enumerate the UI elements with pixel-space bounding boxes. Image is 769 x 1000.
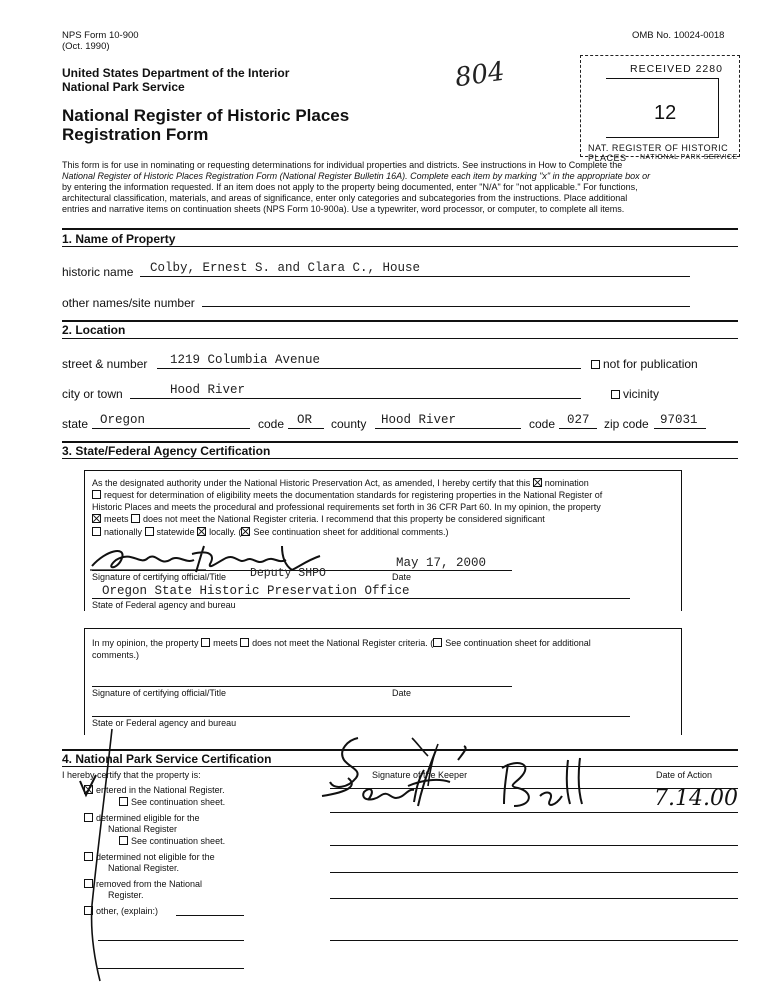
instructions-line-4: architectural classification, materials, and areas of significance, enter only categories and subcategories from the instructions. Place additional (62, 193, 628, 203)
nps-intro: I hereby certify that the property is: (62, 770, 201, 780)
form-title: National Register of Historic Places (62, 106, 350, 125)
entered-continuation-label: See continuation sheet. (131, 797, 226, 807)
section-divider (62, 441, 738, 443)
not-eligible-label: determined not eligible for the (96, 852, 215, 862)
date-of-action-label: Date of Action (656, 770, 713, 780)
section-underline (62, 458, 738, 459)
continuation-checkbox[interactable] (241, 527, 250, 536)
state-code-field[interactable]: OR (297, 413, 313, 427)
opinion-continuation-checkbox[interactable] (433, 638, 442, 647)
keeper-label: Signature of the Keeper (372, 770, 468, 780)
section-3-heading: 3. State/Federal Agency Certification (62, 444, 271, 458)
opinion-line-1 (92, 638, 591, 649)
agency-line (92, 598, 630, 599)
form-subtitle: Registration Form (62, 125, 209, 144)
locally-label: locally. ( (209, 527, 242, 537)
cert-line-1 (92, 478, 589, 489)
county-code-label: code (529, 417, 556, 431)
other-line (176, 915, 244, 916)
opinion-text: In my opinion, the property (92, 638, 199, 648)
keeper-line (330, 872, 738, 873)
signature-2-line (92, 686, 512, 687)
keeper-line (330, 845, 738, 846)
cert-line-4 (92, 514, 545, 525)
entered-continuation-checkbox[interactable] (119, 797, 128, 806)
does-not-meet-label: does not meet the National Register criteria. I recommend that this property be considered significant (143, 514, 545, 524)
opinion-continuation-label: See continuation sheet for additional (445, 638, 591, 648)
keeper-line (330, 940, 738, 941)
keeper-signature (318, 730, 588, 820)
section-1-heading: 1. Name of Property (62, 232, 176, 246)
entered-label: entered in the National Register. (96, 785, 225, 795)
other-label: other, (explain:) (96, 906, 159, 916)
does-not-meet-checkbox[interactable] (131, 514, 140, 523)
stamp-bottom-1: NAT. REGISTER OF HISTORIC PLACES (588, 143, 729, 163)
certification-date-value: May 17, 2000 (396, 556, 487, 570)
state-code-label: code (258, 417, 285, 431)
stamp-received: RECEIVED 2280 (630, 63, 723, 75)
nationally-checkbox[interactable] (92, 527, 101, 536)
section-2-heading: 2. Location (62, 323, 126, 337)
opinion-meets-checkbox[interactable] (201, 638, 210, 647)
instructions-line-1: This form is for use in nominating or requesting determinations for individual properties and districts. See instructions in How to Complete the (62, 160, 623, 170)
nomination-label: nomination (544, 478, 589, 488)
check-mark-icon (78, 725, 118, 985)
continuation-label: See continuation sheet for additional comments.) (253, 527, 449, 537)
county-code-line (559, 428, 597, 429)
cert-line-2 (92, 490, 602, 501)
eligible-continuation-label: See continuation sheet. (131, 836, 226, 846)
cert-line-5 (92, 527, 449, 538)
statewide-label: statewide (156, 527, 195, 537)
county-line (375, 428, 521, 429)
nationally-label: nationally (104, 527, 143, 537)
opinion-line-2: comments.) (92, 650, 140, 660)
historic-name-field[interactable]: Colby, Ernest S. and Clara C., House (150, 261, 421, 275)
not-for-publication[interactable] (591, 357, 698, 371)
zip-label: zip code (604, 417, 649, 431)
street-line (157, 368, 581, 369)
cert-line-2-text: request for determination of eligibility meets the documentation standards for registering properties in the National Register of (104, 490, 603, 500)
option-entered-continuation[interactable] (119, 797, 225, 808)
meets-label: meets (104, 514, 129, 524)
cert-line-3: Historic Places and meets the procedural and professional requirements set forth in 36 CFR Part 60. In my opinion, the property (92, 502, 601, 512)
keeper-line (330, 812, 738, 813)
state-label: state (62, 417, 89, 431)
zip-field[interactable]: 97031 (660, 413, 698, 427)
other-line (98, 968, 244, 969)
city-field[interactable]: Hood River (170, 383, 246, 397)
city-line (130, 398, 581, 399)
agency-2-line (92, 716, 630, 717)
vicinity-checkbox[interactable] (611, 390, 620, 399)
not-for-publication-checkbox[interactable] (591, 360, 600, 369)
county-field[interactable]: Hood River (381, 413, 457, 427)
section-underline (62, 338, 738, 339)
keeper-line (330, 788, 738, 789)
historic-name-label: historic name (62, 265, 134, 279)
agency-2-label: State or Federal agency and bureau (92, 718, 237, 728)
instructions-line-3: by entering the information requested. If an item does not apply to the property being documented, enter "N/A" for "not applicable." For functions, (62, 182, 638, 192)
handwritten-note: 804 (453, 56, 507, 94)
not-eligible-label-2: National Register. (108, 863, 180, 873)
other-names-label: other names/site number (62, 296, 195, 310)
signature-label: Signature of certifying official/Title (92, 572, 227, 582)
section-4-heading: 4. National Park Service Certification (62, 752, 272, 766)
request-checkbox[interactable] (92, 490, 101, 499)
city-label: city or town (62, 387, 123, 401)
stamp-number: 12 (654, 102, 677, 124)
opinion-does-not-meet-label: does not meet the National Register criteria. ( (252, 638, 434, 648)
section-divider (62, 320, 738, 322)
section-underline (62, 246, 738, 247)
not-for-publication-label: not for publication (603, 357, 698, 371)
historic-name-line (140, 276, 690, 277)
eligible-continuation-checkbox[interactable] (119, 836, 128, 845)
service-name: National Park Service (62, 80, 185, 94)
meets-checkbox[interactable] (92, 514, 101, 523)
state-field[interactable]: Oregon (100, 413, 146, 427)
instructions-line-5: entries and narrative items on continuation sheets (NPS Form 10-900a). Use a typewriter, word processor, or computer, to complete all items. (62, 204, 625, 214)
date-2-label: Date (392, 688, 412, 698)
eligible-label: determined eligible for the (96, 813, 200, 823)
nomination-checkbox[interactable] (533, 478, 542, 487)
agency-value: Oregon State Historic Preservation Office (102, 584, 410, 598)
county-label: county (331, 417, 367, 431)
state-code-line (288, 428, 324, 429)
county-code-field[interactable]: 027 (567, 413, 590, 427)
street-field[interactable]: 1219 Columbia Avenue (170, 353, 321, 367)
vicinity-label: vicinity (623, 387, 660, 401)
instructions-line-2: National Register of Historic Places Registration Form (National Register Bulletin 16A). Complete each item by marking "x" in the appropriate box or (62, 171, 651, 181)
agency-label: State of Federal agency and bureau (92, 600, 236, 610)
keeper-line (330, 898, 738, 899)
street-label: street & number (62, 357, 148, 371)
opinion-meets-label: meets (213, 638, 238, 648)
zip-line (654, 428, 706, 429)
opinion-does-not-meet-checkbox[interactable] (240, 638, 249, 647)
form-date: (Oct. 1990) (62, 41, 110, 52)
date-label: Date (392, 572, 412, 582)
date-of-action-value: 7.14.00 (654, 786, 738, 811)
other-line (98, 940, 244, 941)
vicinity[interactable] (611, 387, 659, 401)
signature-2-label: Signature of certifying official/Title (92, 688, 227, 698)
option-eligible-continuation[interactable] (119, 836, 225, 847)
state-line (92, 428, 250, 429)
eligible-label-2: National Register (108, 824, 178, 834)
other-names-line (202, 306, 690, 307)
section-divider (62, 228, 738, 230)
form-number: NPS Form 10-900 (62, 30, 139, 41)
omb-number: OMB No. 10024-0018 (632, 30, 725, 41)
department-name: United States Department of the Interior (62, 66, 290, 80)
stamp-bottom-2: NATIONAL PARK SERVICE (640, 154, 738, 161)
statewide-checkbox[interactable] (145, 527, 154, 536)
removed-label-2: Register. (108, 890, 144, 900)
removed-label: removed from the National (96, 879, 203, 889)
signature-title-value: Deputy SHPO (250, 567, 326, 580)
locally-checkbox[interactable] (197, 527, 206, 536)
cert-line-1-text: As the designated authority under the National Historic Preservation Act, as amended, I hereby certify that this (92, 478, 531, 488)
